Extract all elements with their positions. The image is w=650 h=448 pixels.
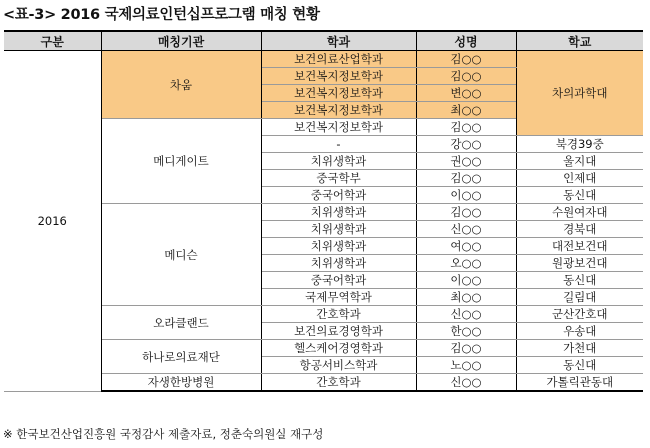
name-cell: 김○○ [416, 204, 516, 221]
dept-cell: 치위생학과 [261, 153, 416, 170]
header-dept: 학과 [261, 31, 416, 51]
name-cell: 김○○ [416, 68, 516, 85]
org-cell-oracle: 오라클랜드 [101, 306, 261, 340]
dept-cell: - [261, 136, 416, 153]
dept-cell: 중국학부 [261, 170, 416, 187]
dept-cell: 헬스케어경영학과 [261, 340, 416, 357]
school-cell: 가천대 [516, 340, 643, 357]
school-cell: 대전보건대 [516, 238, 643, 255]
dept-cell: 보건복지정보학과 [261, 119, 416, 136]
header-org: 매칭기관 [101, 31, 261, 51]
dept-cell: 국제무역학과 [261, 289, 416, 306]
school-cell: 차의과학대 [516, 51, 643, 136]
name-cell: 김○○ [416, 170, 516, 187]
dept-cell: 보건의료산업학과 [261, 51, 416, 68]
name-cell: 최○○ [416, 289, 516, 306]
school-cell: 동신대 [516, 272, 643, 289]
name-cell: 최○○ [416, 102, 516, 119]
dept-cell: 보건복지정보학과 [261, 102, 416, 119]
source-note: ※ 한국보건산업진흥원 국정감사 제출자료, 정춘숙의원실 재구성 [3, 427, 324, 441]
name-cell: 강○○ [416, 136, 516, 153]
school-cell: 동신대 [516, 187, 643, 204]
org-cell-medison: 메디슨 [101, 204, 261, 306]
school-cell: 인제대 [516, 170, 643, 187]
name-cell: 권○○ [416, 153, 516, 170]
name-cell: 오○○ [416, 255, 516, 272]
table-title: <표-3> 2016 국제의료인턴십프로그램 매칭 현황 [3, 7, 320, 23]
name-cell: 신○○ [416, 306, 516, 323]
dept-cell: 보건의료경영학과 [261, 323, 416, 340]
name-cell: 김○○ [416, 51, 516, 68]
org-cell-hanaro: 하나로의료재단 [101, 340, 261, 374]
name-cell: 변○○ [416, 85, 516, 102]
school-cell: 군산간호대 [516, 306, 643, 323]
org-cell-medigate: 메디게이트 [101, 119, 261, 204]
school-cell: 우송대 [516, 323, 643, 340]
matching-table [4, 30, 643, 392]
org-cell-chaum: 차움 [101, 51, 261, 119]
dept-cell: 간호학과 [261, 374, 416, 392]
name-cell: 신○○ [416, 374, 516, 392]
dept-cell: 치위생학과 [261, 255, 416, 272]
header-school: 학교 [516, 31, 643, 51]
school-cell: 동신대 [516, 357, 643, 374]
school-cell: 길림대 [516, 289, 643, 306]
dept-cell: 항공서비스학과 [261, 357, 416, 374]
school-cell: 원광보건대 [516, 255, 643, 272]
dept-cell: 치위생학과 [261, 238, 416, 255]
dept-cell: 치위생학과 [261, 204, 416, 221]
year-cell: 2016 [4, 51, 101, 392]
header-row [4, 31, 643, 51]
name-cell: 노○○ [416, 357, 516, 374]
header-category: 구분 [4, 31, 101, 51]
school-cell: 수원여자대 [516, 204, 643, 221]
name-cell: 김○○ [416, 119, 516, 136]
school-cell: 북경39중 [516, 136, 643, 153]
dept-cell: 간호학과 [261, 306, 416, 323]
dept-cell: 중국어학과 [261, 187, 416, 204]
dept-cell: 치위생학과 [261, 221, 416, 238]
school-cell: 경북대 [516, 221, 643, 238]
dept-cell: 보건복지정보학과 [261, 68, 416, 85]
dept-cell: 중국어학과 [261, 272, 416, 289]
name-cell: 신○○ [416, 221, 516, 238]
name-cell: 김○○ [416, 340, 516, 357]
org-cell-jasaeng: 자생한방병원 [101, 374, 261, 392]
school-cell: 울지대 [516, 153, 643, 170]
dept-cell: 보건복지정보학과 [261, 85, 416, 102]
name-cell: 이○○ [416, 187, 516, 204]
name-cell: 한○○ [416, 323, 516, 340]
name-cell: 이○○ [416, 272, 516, 289]
header-name: 성명 [416, 31, 516, 51]
name-cell: 여○○ [416, 238, 516, 255]
school-cell: 가톨릭관동대 [516, 374, 643, 392]
table-row [4, 51, 643, 68]
